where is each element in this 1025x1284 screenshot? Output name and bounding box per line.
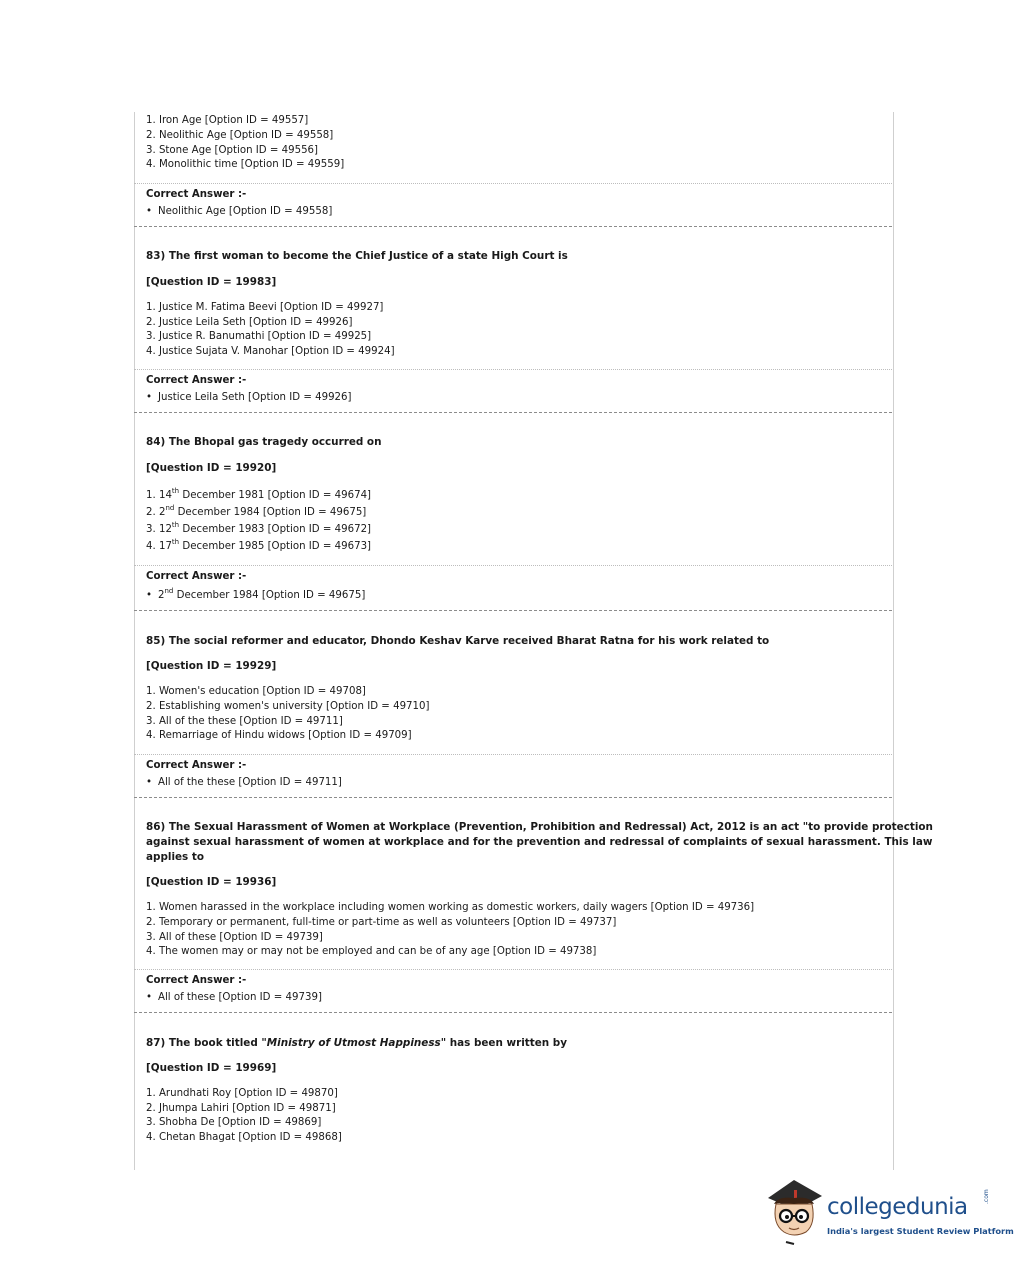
correct-answer: • 2nd December 1984 [Option ID = 49675] bbox=[146, 589, 365, 602]
option-2: 2. 2nd December 1984 [Option ID = 49675] bbox=[146, 503, 367, 518]
option-2: 2. Neolithic Age [Option ID = 49558] bbox=[146, 130, 334, 141]
correct-answer-label: Correct Answer :- bbox=[146, 975, 247, 986]
collegedunia-logo bbox=[764, 1174, 1014, 1254]
option-3: 3. Shobha De [Option ID = 49869] bbox=[146, 1117, 322, 1128]
logo-suffix: .com bbox=[983, 1189, 990, 1204]
option-2: 2. Justice Leila Seth [Option ID = 49926] bbox=[146, 317, 353, 328]
divider bbox=[134, 183, 892, 184]
question-text-line-2: against sexual harassment of women at workplace and for the prevention and redressal of complaints of sexual harassment. This law bbox=[146, 836, 933, 848]
divider bbox=[134, 369, 892, 370]
question-separator bbox=[134, 1012, 892, 1013]
question-text-line-3: applies to bbox=[146, 851, 204, 863]
option-4: 4. Remarriage of Hindu widows [Option ID = 49709] bbox=[146, 730, 412, 741]
option-2: 2. Establishing women's university [Option ID = 49710] bbox=[146, 701, 430, 712]
question-text: 85) The social reformer and educator, Dhondo Keshav Karve received Bharat Ratna for his work related to bbox=[146, 635, 770, 647]
question-separator bbox=[134, 797, 892, 798]
correct-answer-label: Correct Answer :- bbox=[146, 189, 247, 200]
question-separator bbox=[134, 226, 892, 227]
option-1: 1. Women's education [Option ID = 49708] bbox=[146, 686, 366, 697]
option-1: 1. Iron Age [Option ID = 49557] bbox=[146, 115, 309, 126]
question-text: 87) The book titled "Ministry of Utmost Happiness" has been written by bbox=[146, 1037, 567, 1049]
question-text: 83) The first woman to become the Chief Justice of a state High Court is bbox=[146, 250, 568, 262]
option-2: 2. Temporary or permanent, full-time or part-time as well as volunteers [Option ID = 49737] bbox=[146, 917, 617, 928]
correct-answer: • All of these [Option ID = 49739] bbox=[146, 991, 322, 1004]
option-2: 2. Jhumpa Lahiri [Option ID = 49871] bbox=[146, 1103, 336, 1114]
question-id: [Question ID = 19929] bbox=[146, 660, 277, 672]
option-1: 1. Arundhati Roy [Option ID = 49870] bbox=[146, 1088, 338, 1099]
logo-tagline: India's largest Student Review Platform bbox=[827, 1226, 1014, 1236]
question-id: [Question ID = 19983] bbox=[146, 276, 277, 288]
question-text-line-1: 86) The Sexual Harassment of Women at Workplace (Prevention, Prohibition and Redressal) Act, 2012 is an act "to provide protection bbox=[146, 821, 933, 833]
correct-answer: • Justice Leila Seth [Option ID = 49926] bbox=[146, 391, 352, 404]
divider bbox=[134, 565, 892, 566]
correct-answer-label: Correct Answer :- bbox=[146, 375, 247, 386]
question-text: 84) The Bhopal gas tragedy occurred on bbox=[146, 436, 382, 448]
option-3: 3. All of these [Option ID = 49739] bbox=[146, 932, 323, 943]
question-separator bbox=[134, 412, 892, 413]
book-title: Ministry of Utmost Happiness bbox=[266, 1037, 441, 1049]
correct-answer-label: Correct Answer :- bbox=[146, 571, 247, 582]
option-4: 4. Justice Sujata V. Manohar [Option ID = 49924] bbox=[146, 346, 395, 357]
mascot-icon bbox=[764, 1174, 826, 1246]
option-4: 4. 17th December 1985 [Option ID = 49673] bbox=[146, 537, 372, 552]
question-id: [Question ID = 19920] bbox=[146, 462, 277, 474]
option-1: 1. 14th December 1981 [Option ID = 49674] bbox=[146, 486, 372, 501]
option-3: 3. Justice R. Banumathi [Option ID = 49925] bbox=[146, 331, 372, 342]
divider bbox=[134, 754, 892, 755]
logo-wordmark: collegedunia bbox=[827, 1194, 968, 1220]
correct-answer: • All of the these [Option ID = 49711] bbox=[146, 776, 342, 789]
question-id: [Question ID = 19969] bbox=[146, 1062, 277, 1074]
correct-answer-label: Correct Answer :- bbox=[146, 760, 247, 771]
option-3: 3. All of the these [Option ID = 49711] bbox=[146, 716, 343, 727]
question-id: [Question ID = 19936] bbox=[146, 876, 277, 888]
option-1: 1. Justice M. Fatima Beevi [Option ID = 49927] bbox=[146, 302, 384, 313]
option-4: 4. Monolithic time [Option ID = 49559] bbox=[146, 159, 345, 170]
question-separator bbox=[134, 610, 892, 611]
option-4: 4. Chetan Bhagat [Option ID = 49868] bbox=[146, 1132, 342, 1143]
option-3: 3. Stone Age [Option ID = 49556] bbox=[146, 145, 319, 156]
option-1: 1. Women harassed in the workplace including women working as domestic workers, daily wagers [Option ID = 49736] bbox=[146, 902, 755, 913]
option-4: 4. The women may or may not be employed and can be of any age [Option ID = 49738] bbox=[146, 946, 597, 957]
option-3: 3. 12th December 1983 [Option ID = 49672] bbox=[146, 520, 372, 535]
correct-answer: • Neolithic Age [Option ID = 49558] bbox=[146, 205, 332, 218]
divider bbox=[134, 969, 892, 970]
